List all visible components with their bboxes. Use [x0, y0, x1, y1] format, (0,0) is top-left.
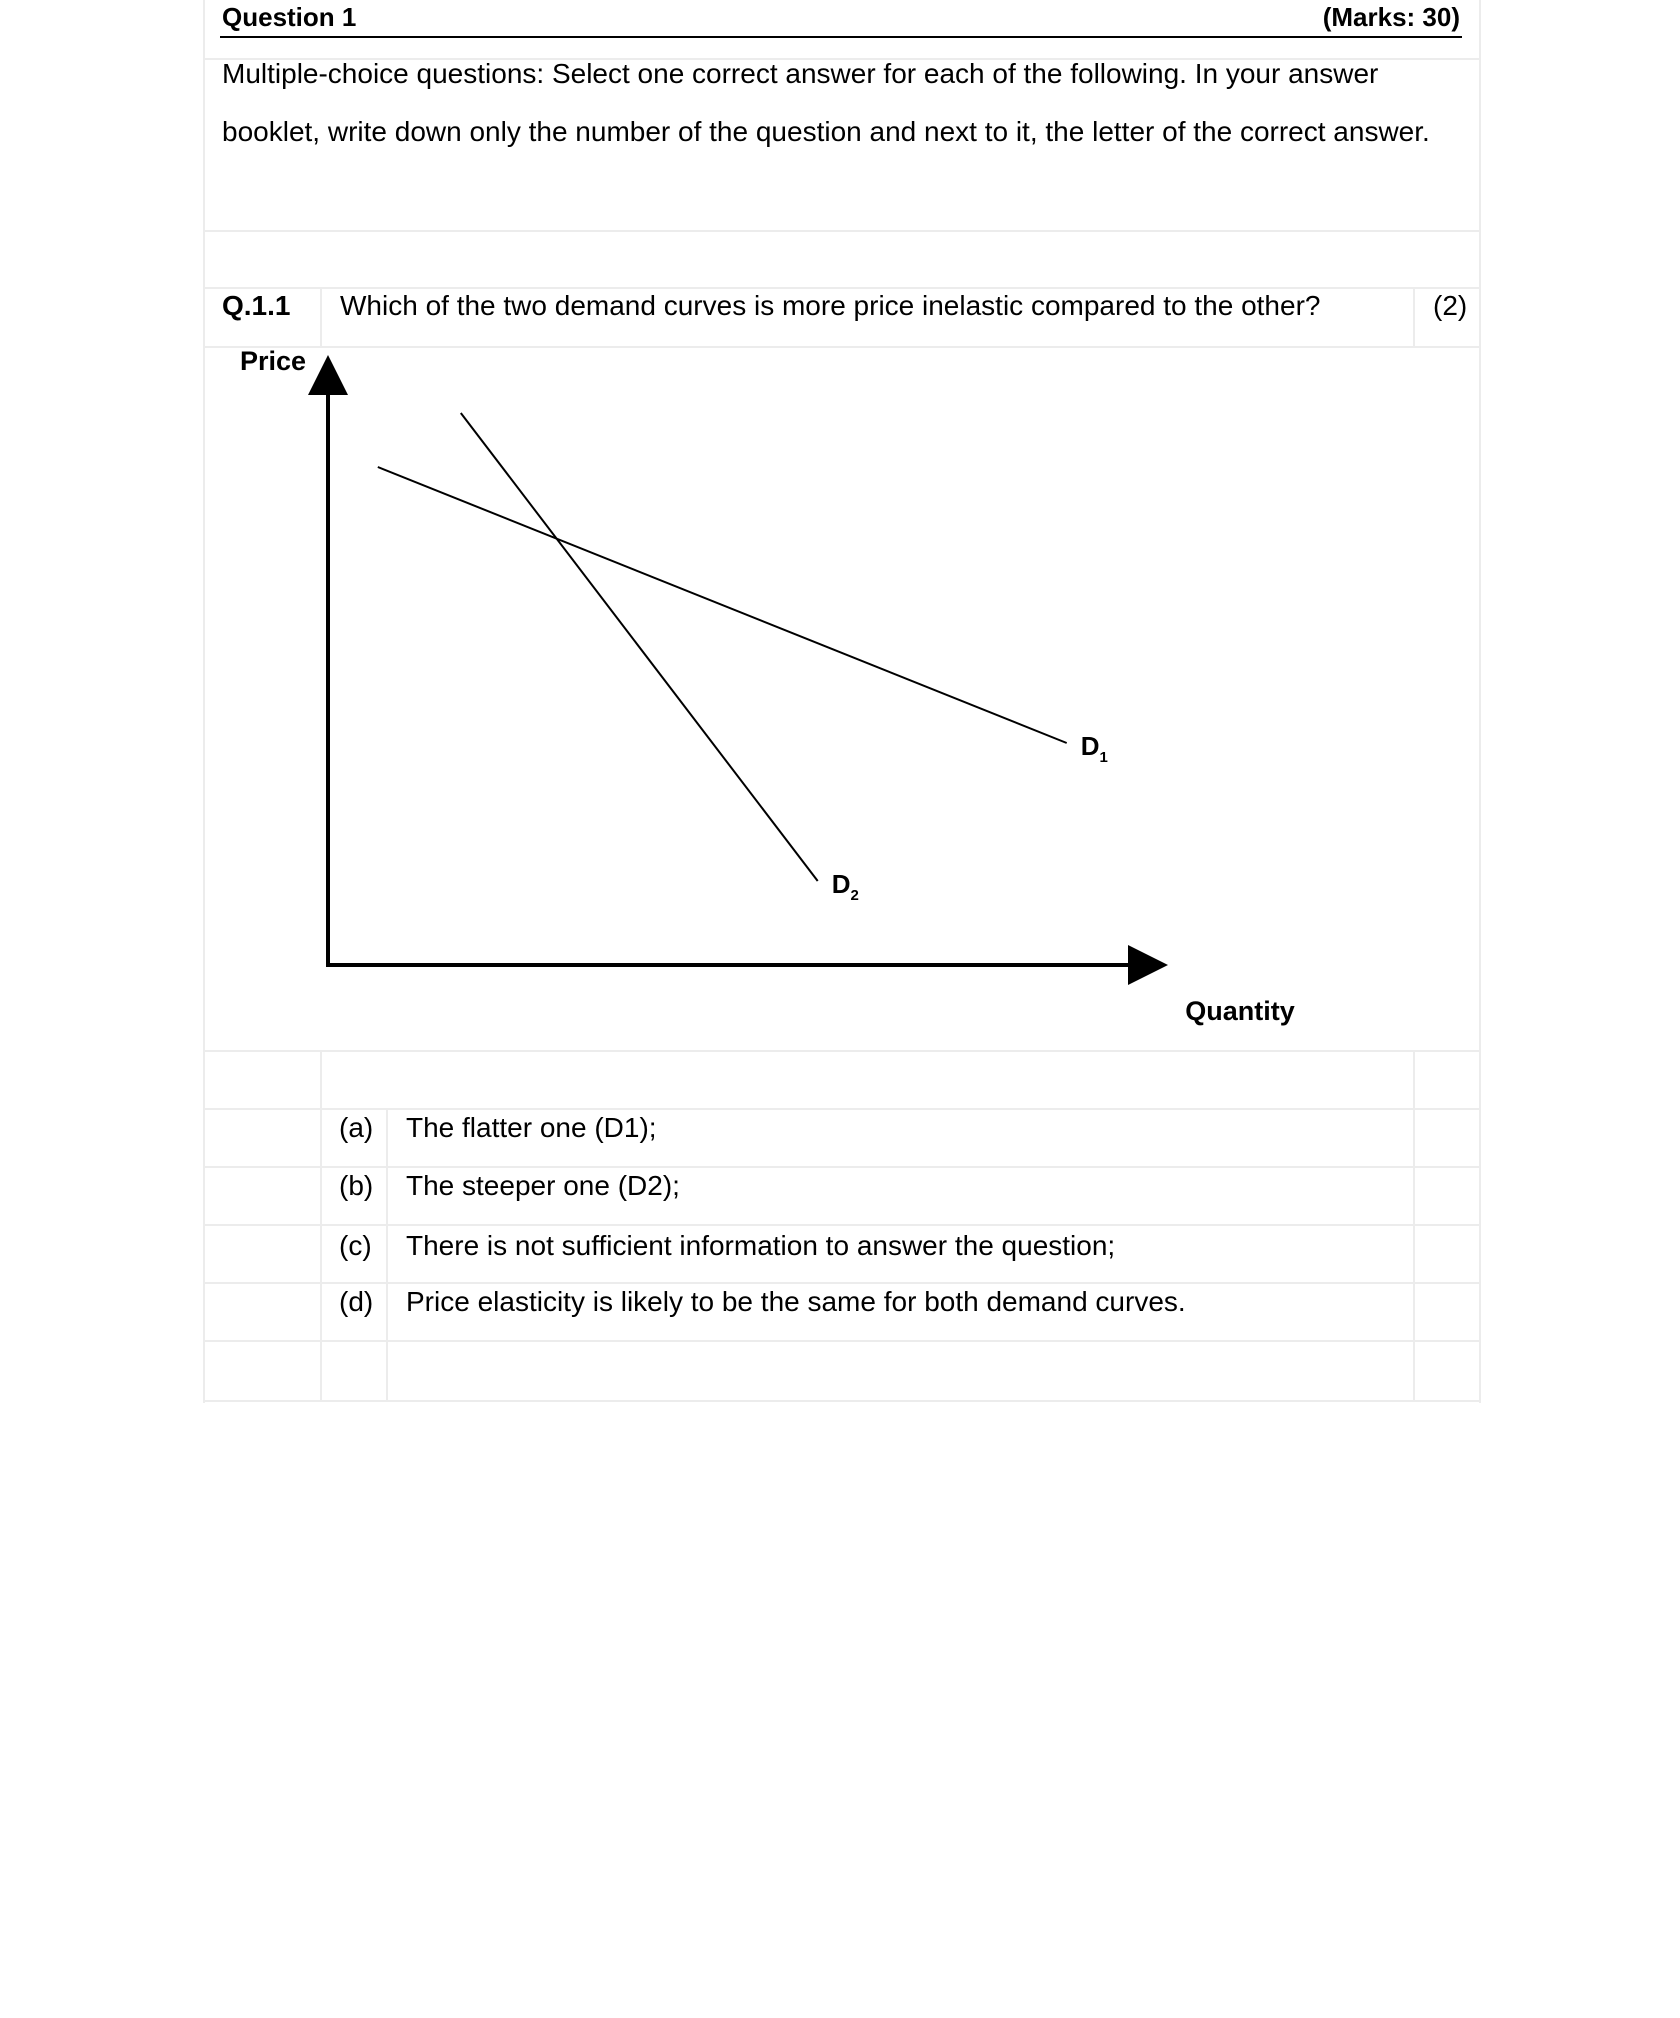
table-divider	[203, 1050, 1481, 1052]
table-divider	[203, 1400, 1481, 1402]
curve-label-main: D	[831, 869, 851, 899]
curve-label-main: D	[1080, 731, 1100, 761]
option-text: Price elasticity is likely to be the same for both demand curves.	[406, 1286, 1186, 1317]
option-letter: (c)	[339, 1230, 372, 1261]
table-divider	[203, 287, 1481, 289]
table-divider	[203, 230, 1481, 232]
demand-curve-d1	[378, 467, 1067, 743]
question-title: Question 1	[222, 2, 357, 32]
table-column-divider	[386, 1108, 388, 1400]
option-letter: (a)	[339, 1112, 374, 1143]
curve-label-d1	[1081, 731, 1108, 766]
demand-curves-chart	[220, 340, 1320, 1040]
table-divider	[203, 1166, 1481, 1168]
table-divider	[203, 1282, 1481, 1284]
y-axis-label: Price	[239, 346, 306, 376]
instructions-text: Multiple-choice questions: Select one correct answer for each of the following. In your answer booklet, write down only the number of the question and next to it, the letter of the correct answer.	[222, 58, 1430, 147]
option-text: The flatter one (D1);	[406, 1112, 657, 1143]
total-marks: (Marks: 30)	[1322, 2, 1460, 32]
table-column-divider	[320, 1050, 322, 1400]
option-letter: (b)	[339, 1170, 374, 1201]
x-axis-label: Quantity	[1185, 996, 1295, 1026]
question-marks: (2)	[1433, 290, 1468, 321]
table-divider	[203, 1340, 1481, 1342]
table-divider	[203, 1224, 1481, 1226]
curve-label-subscript: 2	[850, 887, 859, 904]
question-number: Q.1.1	[222, 290, 291, 321]
demand-curve-d2	[461, 413, 818, 881]
table-column-divider	[320, 287, 322, 346]
option-letter: (d)	[339, 1286, 374, 1317]
question-text: Which of the two demand curves is more price inelastic compared to the other?	[340, 290, 1321, 321]
option-text: The steeper one (D2);	[406, 1170, 680, 1201]
option-text: There is not sufficient information to answer the question;	[406, 1230, 1116, 1261]
question-header	[220, 0, 1462, 38]
curve-label-d2	[832, 869, 859, 904]
curve-label-subscript: 1	[1099, 749, 1108, 766]
table-column-divider	[1413, 1050, 1415, 1400]
table-column-divider	[1413, 287, 1415, 346]
table-divider	[203, 1108, 1481, 1110]
